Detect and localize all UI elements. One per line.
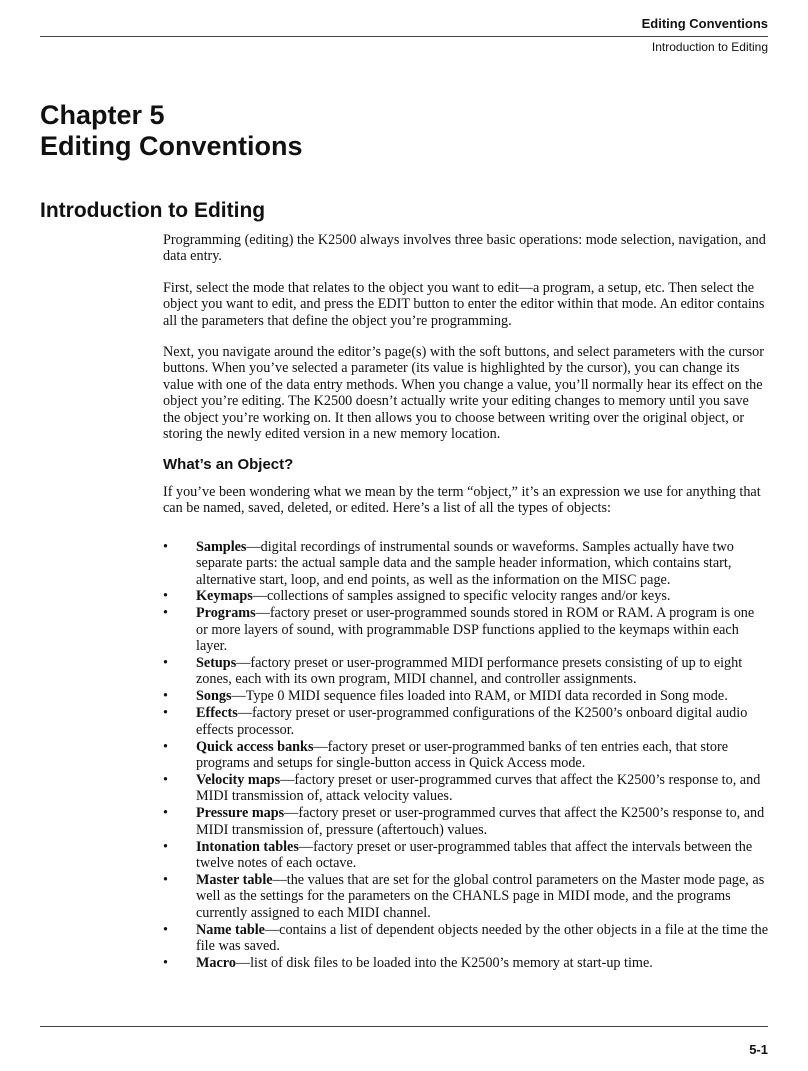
item-description: —factory preset or user-programmed banks of ten entries each, that store programs and setups for single-button access in Quick Access mode. [196,738,729,771]
object-type-list [163,539,769,972]
body-text [163,232,769,972]
paragraph: Next, you navigate around the editor’s page(s) with the soft buttons, and select parameters with the cursor buttons. When you’ve selected a parameter (its value is highlighted by the cursor), you can change its value with one of the data entry methods. When you change a value, you’ll normally hear its effect on the object you’re editing. The K2500 doesn’t actually write your editing changes to memory until you save the object you’re working on. It then allows you to choose between writing over the original object, or storing the newly edited version in a new memory location. [163,344,764,443]
bullet-icon: • [163,805,168,822]
bullet-icon: • [163,538,168,555]
chapter-number: Chapter 5 [40,100,165,130]
item-description: —list of disk files to be loaded into the K2500’s memory at start-up time. [235,954,653,971]
bullet-icon: • [163,838,168,855]
item-description: —factory preset or user-programmed sounds stored in ROM or RAM. A program is one or more layers of sound, with programmable DSP functions applied to the keymaps within each layer. [196,605,755,655]
list-item [163,605,769,654]
item-term: Quick access banks [196,738,314,755]
item-term: Macro [196,954,236,971]
list-item [163,772,769,805]
item-term: Velocity maps [196,771,281,788]
item-description: —factory preset or user-programmed MIDI performance presets consisting of up to eight zones, each with its own program, MIDI channel, and controller assignments. [196,655,743,688]
subsection-intro: If you’ve been wondering what we mean by the term “object,” it’s an expression we use for anything that can be named, saved, deleted, or edited. Here’s a list of all the types of objects: [163,483,761,517]
list-item [163,805,769,838]
list-item [163,872,769,921]
running-header-subtitle: Introduction to Editing [651,40,768,54]
list-item [163,922,769,955]
item-term: Name table [196,921,265,938]
item-term: Keymaps [196,588,253,605]
item-description: —collections of samples assigned to specific velocity ranges and/or keys. [252,588,671,605]
list-item [163,839,769,872]
bullet-icon: • [163,588,168,605]
header-rule [40,36,768,37]
bullet-icon: • [163,605,168,622]
paragraph: Programming (editing) the K2500 always involves three basic operations: mode selection, navigation, and data entry. [163,232,766,265]
bullet-icon: • [163,688,168,705]
list-item [163,705,769,738]
list-item [163,655,769,688]
page-number: 5-1 [749,1042,768,1057]
bullet-icon: • [163,738,168,755]
footer-rule [40,1026,768,1027]
bullet-icon: • [163,921,168,938]
bullet-icon: • [163,954,168,971]
item-description: —factory preset or user-programmed tables that affect the intervals between the twelve notes of each octave. [196,838,753,871]
chapter-title [40,100,303,162]
paragraph: First, select the mode that relates to the object you want to edit—a program, a setup, etc. Then select the object you want to edit, and press the EDIT button to enter the editor within that mode. An editor contains all the parameters that define the object you’re programming. [163,279,765,329]
list-item [163,539,769,588]
bullet-icon: • [163,655,168,672]
subsection-heading: What’s an Object? [163,456,294,474]
item-term: Pressure maps [196,805,285,822]
item-description: —factory preset or user-programmed configurations of the K2500’s onboard digital audio effects processor. [196,705,748,738]
list-item [163,588,769,604]
item-term: Master table [196,871,273,888]
item-term: Songs [196,688,232,705]
list-item [163,688,769,704]
item-term: Setups [196,655,237,672]
list-item [163,739,769,772]
item-description: —the values that are set for the global control parameters on the Master mode page, as well as the settings for the parameters on the CHANLS page in MIDI mode, and the programs currently assigned to each MIDI channel. [196,871,765,921]
item-description: —factory preset or user-programmed curves that affect the K2500’s response to, and MIDI transmission of, attack velocity values. [196,771,761,805]
item-term: Effects [196,705,238,722]
item-description: —contains a list of dependent objects needed by the other objects in a file at the time the file was saved. [196,921,769,954]
item-description: —digital recordings of instrumental sounds or waveforms. Samples actually have two separate parts: the actual sample data and the sample header information, which contains start, alternative start, loop, and end points, as well as the information on the MISC page. [196,538,734,588]
item-term: Intonation tables [196,838,299,855]
running-header-title: Editing Conventions [641,16,768,31]
item-term: Programs [196,605,256,622]
chapter-name: Editing Conventions [40,131,303,161]
item-term: Samples [196,538,247,555]
bullet-icon: • [163,871,168,888]
item-description: —factory preset or user-programmed curves that affect the K2500’s response to, and MIDI transmission of, pressure (aftertouch) values. [196,805,765,838]
section-heading: Introduction to Editing [40,199,266,222]
item-description: —Type 0 MIDI sequence files loaded into RAM, or MIDI data recorded in Song mode. [231,688,728,705]
bullet-icon: • [163,705,168,722]
list-item [163,955,769,971]
bullet-icon: • [163,771,168,788]
